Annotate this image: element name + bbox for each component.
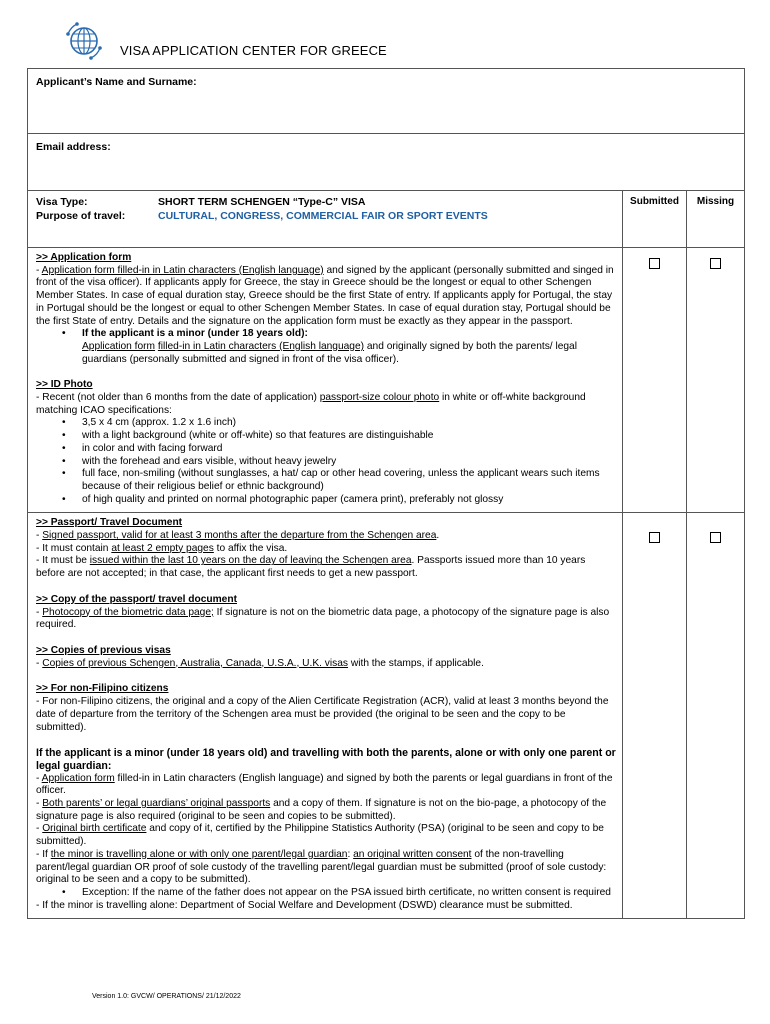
list-item: • in color and with facing forward — [82, 443, 616, 456]
submitted-header: Submitted — [623, 191, 687, 248]
missing-checkbox[interactable] — [710, 258, 721, 269]
photo-requirements-list — [36, 417, 616, 506]
missing-header: Missing — [687, 191, 745, 248]
list-item: • full face, non-smiling (without sunglasses, a hat/ cap or other head covering, unless the applicant wears such items because of their religious belief or ethnic background) — [82, 468, 616, 493]
previous-visas-heading: >> Copies of previous visas — [36, 644, 171, 656]
id-photo-text: - Recent (not older than 6 months from the date of application) passport-size colour photo in white or off-white background matching ICAO specifications: — [36, 392, 586, 416]
minor-travel-heading: If the applicant is a minor (under 18 years old) and travelling with both the parents, alone or with only one parent or legal guardian: — [36, 747, 616, 772]
passport-copy-heading: >> Copy of the passport/ travel document — [36, 593, 237, 605]
submitted-cell — [623, 513, 687, 919]
minor-line-5: - If the minor is travelling alone: Department of Social Welfare and Development (DSWD) clearance must be submitted. — [36, 899, 573, 911]
list-item: • 3,5 x 4 cm (approx. 1.2 x 1.6 inch) — [82, 417, 616, 430]
name-label: Applicant’s Name and Surname: — [36, 76, 197, 88]
passport-line-3: - It must be issued within the last 10 years on the day of leaving the Schengen area. Passports issued more than 10 years before are not accepted; in that case, the applicant first needs to get a new passport. — [36, 555, 586, 580]
section-passport-documents — [28, 513, 745, 919]
visa-checklist-table — [27, 68, 745, 919]
section1-content — [28, 248, 623, 513]
globe-network-icon — [63, 20, 105, 62]
name-row — [28, 69, 745, 134]
minor-line-2: - Both parents’ or legal guardians’ original passports and a copy of them. If signature is not on the bio-page, a photocopy of the signature page is also required (original to be seen and copies to be submitted). — [36, 798, 607, 822]
list-item: • with the forehead and ears visible, without heavy jewelry — [82, 456, 616, 469]
minor-bullet: • If the applicant is a minor (under 18 years old): — [82, 328, 616, 341]
exception-bullet: • Exception: If the name of the father does not appear on the PSA issued birth certificate, no written consent is required — [82, 887, 616, 900]
version-footer: Version 1.0: GVCW/ OPERATIONS/ 21/12/2022 — [92, 993, 241, 1000]
visa-type-label: Visa Type: — [36, 196, 88, 208]
passport-line-2: - It must contain at least 2 empty pages to affix the visa. — [36, 542, 288, 554]
visa-type-value: SHORT TERM SCHENGEN “Type-C” VISA — [158, 196, 366, 208]
submitted-checkbox[interactable] — [649, 258, 660, 269]
passport-line-1: - Signed passport, valid for at least 3 months after the departure from the Schengen area. — [36, 530, 440, 542]
purpose-value: CULTURAL, CONGRESS, COMMERCIAL FAIR OR SPORT EVENTS — [158, 210, 488, 222]
page-title: VISA APPLICATION CENTER FOR GREECE — [120, 43, 387, 58]
submitted-cell — [623, 248, 687, 513]
minor-line-1: - Application form filled-in in Latin characters (English language) and signed by both the parents or legal guardians in front of the officer. — [36, 772, 613, 797]
non-filipino-heading: >> For non-Filipino citizens — [36, 683, 169, 695]
application-form-text: - Application form filled-in in Latin characters (English language) and signed by the applicant (personally submitted and singed in front of the visa officer). If applicants apply for Greece, the stay in Greece should be the longest or equal to other Schengen Member States. In case of equal duration stay, Greece should be the first State of entry. If applicants apply for Portugal, the stay in Portugal should be the longest or equal to other Schengen Member States. In case of equal duration stay, Portugal should be the first State of entry. Details and the signature on the application form must be exactly as they appear in the passport. — [36, 264, 614, 327]
email-label: Email address: — [36, 141, 111, 153]
non-filipino-text: - For non-Filipino citizens, the original and a copy of the Alien Certificate Registration (ACR), valid at least 3 months beyond the date of departure from the territory of the Schengen area must be provided (the original to be seen and the copy to be submitted). — [36, 696, 609, 733]
passport-copy-text: - Photocopy of the biometric data page; If signature is not on the biometric data page, a photocopy of the signature page is also required. — [36, 606, 610, 631]
email-row — [28, 134, 745, 191]
name-field[interactable] — [28, 69, 745, 134]
purpose-label: Purpose of travel: — [36, 210, 126, 222]
visa-info-cell — [28, 191, 623, 248]
missing-cell — [687, 513, 745, 919]
section-application-photo — [28, 248, 745, 513]
previous-visas-text: - Copies of previous Schengen, Australia, Canada, U.S.A., U.K. visas with the stamps, if applicable. — [36, 657, 484, 669]
missing-cell — [687, 248, 745, 513]
submitted-checkbox[interactable] — [649, 532, 660, 543]
list-item: • with a light background (white or off-white) so that features are distinguishable — [82, 430, 616, 443]
application-form-heading: >> Application form — [36, 252, 132, 263]
email-field[interactable] — [28, 134, 745, 191]
minor-application-text: Application form filled-in in Latin characters (English language) and originally signed by both the parents/ legal guardians (personally submitted and signed in front of the visa officer). — [82, 340, 577, 365]
section2-content — [28, 513, 623, 919]
visa-info-row — [28, 191, 745, 248]
id-photo-heading: >> ID Photo — [36, 379, 93, 391]
minor-line-4: - If the minor is travelling alone or with only one parent/legal guardian: an original written consent of the non-travelling parent/legal guardian OR proof of sole custody of the travelling parent/legal guardian must be submitted (proof of sole custody: original to be seen and a copy to be submitted). — [36, 848, 607, 886]
list-item: • of high quality and printed on normal photographic paper (camera print), preferably not glossy — [82, 494, 616, 507]
missing-checkbox[interactable] — [710, 532, 721, 543]
minor-line-3: - Original birth certificate and copy of it, certified by the Philippine Statistics Authority (PSA) (original to be seen and copy to be submitted). — [36, 823, 604, 848]
passport-heading: >> Passport/ Travel Document — [36, 517, 183, 529]
